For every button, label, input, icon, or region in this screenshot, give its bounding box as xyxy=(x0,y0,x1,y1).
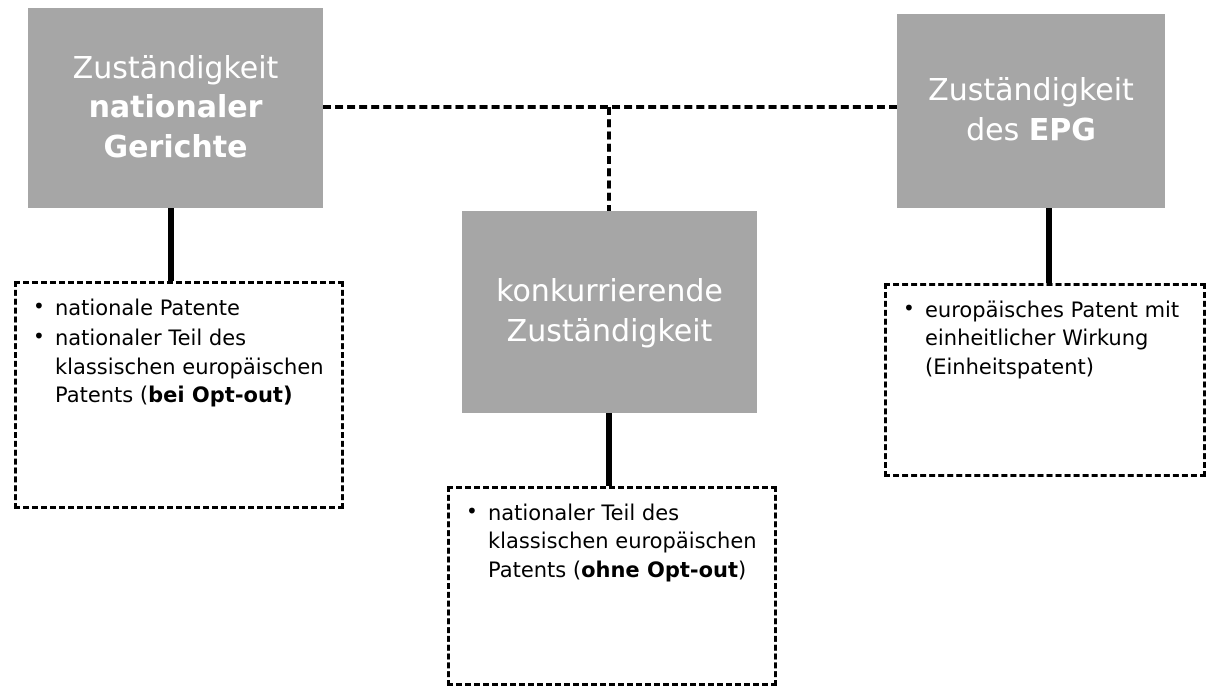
node-epg-line2-prefix: des xyxy=(966,113,1029,148)
connector-dashed-vertical xyxy=(607,107,611,213)
list-item-text: nationale Patente xyxy=(55,296,240,320)
node-epg-line2-bold: EPG xyxy=(1028,113,1096,148)
connector-epg xyxy=(1046,208,1052,284)
list-epg xyxy=(884,283,1206,477)
node-national-courts xyxy=(28,8,323,208)
list-item-suffix: ) xyxy=(738,557,747,582)
node-epg xyxy=(897,14,1165,208)
connector-national-courts xyxy=(168,208,174,282)
list-concurrent-jurisdiction xyxy=(447,486,777,686)
node-concurrent-line2: Zuständigkeit xyxy=(506,314,713,349)
list-item xyxy=(55,294,333,322)
list-item-emphasis: bei Opt-out) xyxy=(148,383,293,408)
node-national-courts-line1: Zuständigkeit xyxy=(72,50,279,86)
list-item-text: europäisches Patent mit einheitlicher Wirkung (Einheitspatent) xyxy=(925,298,1180,379)
connector-concurrent xyxy=(606,413,612,487)
list-national-courts xyxy=(14,281,344,509)
node-concurrent-line1: konkurrierende xyxy=(496,274,723,310)
list-item-text: nationaler Teil des klassischen europäischen Patents ( xyxy=(55,326,324,408)
list-item xyxy=(55,324,333,409)
list-item xyxy=(488,499,766,584)
list-item-text: nationaler Teil des klassischen europäischen Patents ( xyxy=(488,501,757,582)
node-concurrent-jurisdiction xyxy=(462,211,757,413)
node-national-courts-line2: nationaler xyxy=(88,90,263,126)
list-item xyxy=(925,296,1195,381)
list-item-emphasis: ohne Opt-out xyxy=(581,557,739,582)
node-epg-line1: Zuständigkeit xyxy=(928,73,1134,109)
node-national-courts-line3: Gerichte xyxy=(103,129,248,165)
